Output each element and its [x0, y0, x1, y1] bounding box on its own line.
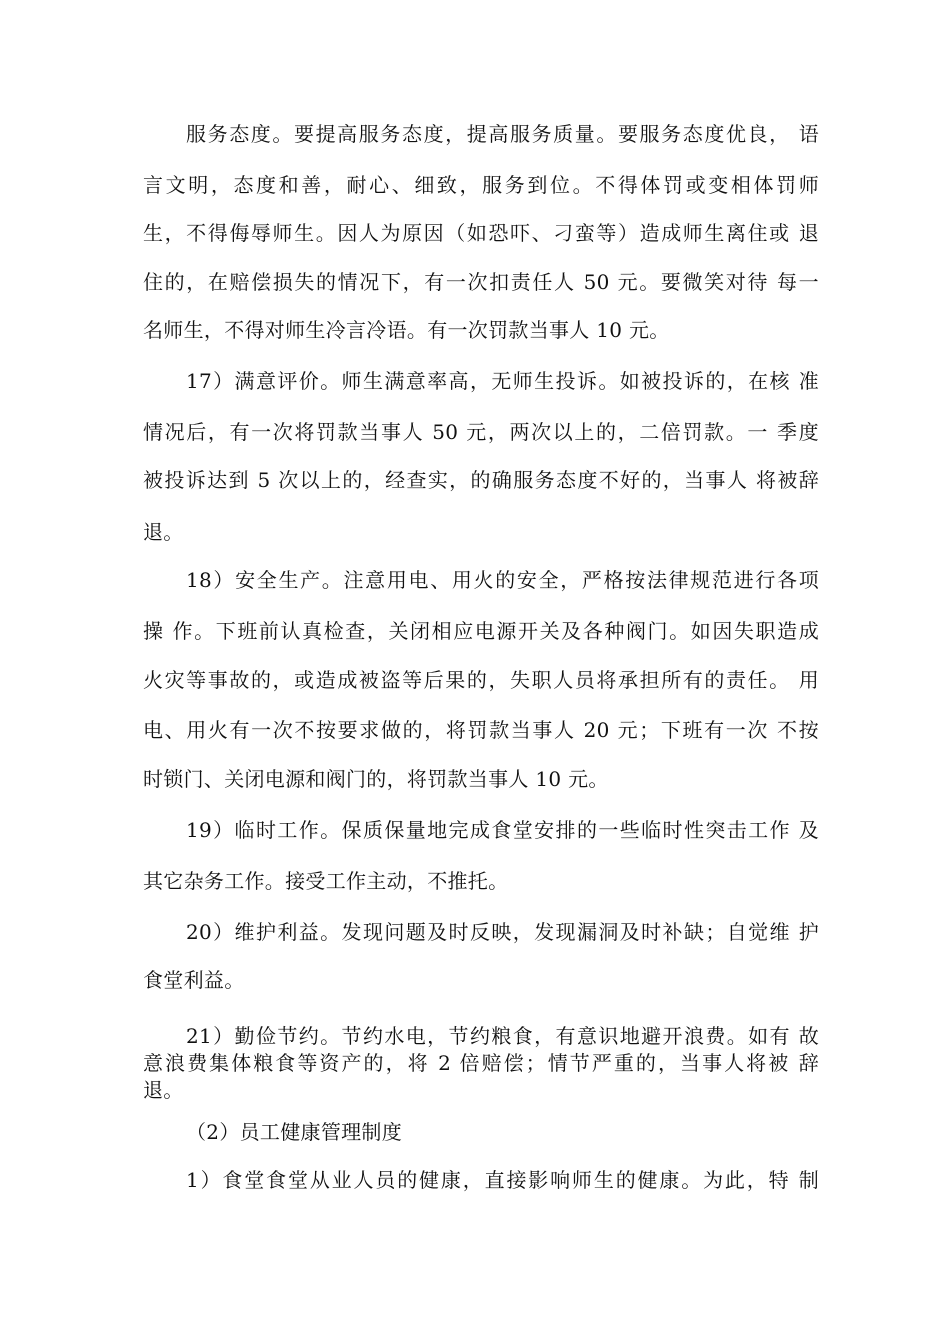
paragraph-line: 住的，在赔偿损失的情况下，有一次扣责任人 50 元。要微笑对待 每一 [143, 270, 819, 294]
paragraph-line: 21）勤俭节约。节约水电，节约粮食，有意识地避开浪费。如有 故 [186, 1024, 819, 1048]
paragraph-line: 生，不得侮辱师生。因人为原因（如恐吓、刁蛮等）造成师生离住或 退 [143, 221, 819, 245]
paragraph-line: 其它杂务工作。接受工作主动，不推托。 [143, 869, 509, 893]
paragraph-line: 1）食堂食堂从业人员的健康，直接影响师生的健康。为此，特 制 [186, 1168, 819, 1192]
paragraph-line: 服务态度。要提高服务态度，提高服务质量。要服务态度优良， 语 [186, 122, 819, 146]
paragraph-line: 退。 [143, 1078, 184, 1102]
paragraph-line: 20）维护利益。发现问题及时反映，发现漏洞及时补缺；自觉维 护 [186, 920, 819, 944]
paragraph-line: 电、用火有一次不按要求做的，将罚款当事人 20 元；下班有一次 不按 [143, 718, 819, 742]
paragraph-line: 操 作。下班前认真检查，关闭相应电源开关及各种阀门。如因失职造成 [143, 619, 819, 643]
paragraph-line: 退。 [143, 520, 184, 544]
paragraph-line: 言文明，态度和善，耐心、细致，服务到位。不得体罚或变相体罚师 [143, 173, 819, 197]
paragraph-line: 19）临时工作。保质保量地完成食堂安排的一些临时性突击工作 及 [186, 818, 819, 842]
section-heading: （2）员工健康管理制度 [186, 1120, 403, 1144]
paragraph-line: 食堂利益。 [143, 968, 245, 992]
paragraph-line: 火灾等事故的，或造成被盗等后果的，失职人员将承担所有的责任。 用 [143, 668, 819, 692]
paragraph-line: 18）安全生产。注意用电、用火的安全，严格按法律规范进行各项 [186, 568, 819, 592]
paragraph-line: 被投诉达到 5 次以上的，经查实，的确服务态度不好的，当事人 将被辞 [143, 468, 819, 492]
paragraph-line: 意浪费集体粮食等资产的，将 2 倍赔偿；情节严重的，当事人将被 辞 [143, 1051, 819, 1075]
paragraph-line: 17）满意评价。师生满意率高，无师生投诉。如被投诉的，在核 准 [186, 369, 819, 393]
paragraph-line: 时锁门、关闭电源和阀门的，将罚款当事人 10 元。 [143, 767, 609, 791]
paragraph-line: 名师生，不得对师生冷言冷语。有一次罚款当事人 10 元。 [143, 318, 670, 342]
paragraph-line: 情况后，有一次将罚款当事人 50 元，两次以上的，二倍罚款。一 季度 [143, 420, 819, 444]
